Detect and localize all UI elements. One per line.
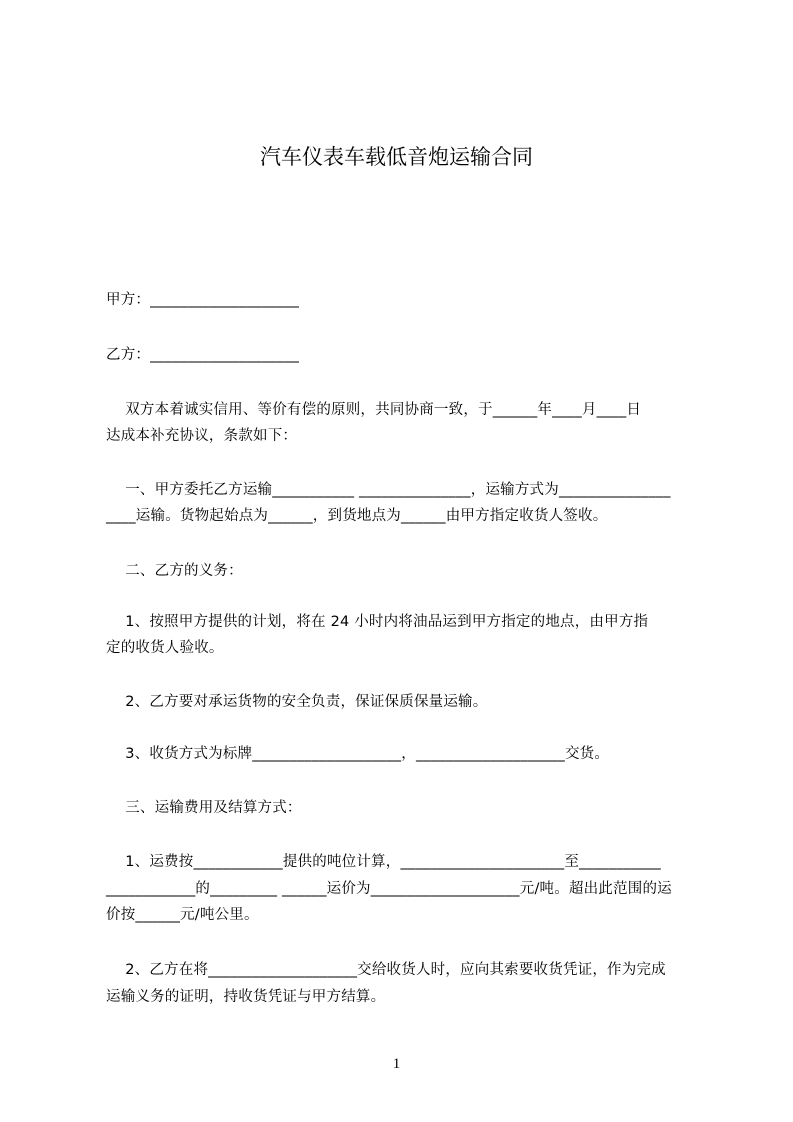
party-a-line: 甲方：____________________ bbox=[106, 292, 300, 308]
section2-heading: 二、乙方的义务： bbox=[106, 563, 243, 579]
clause3-1-line-1: 1、运费按____________提供的吨位计算，______________________至___________ bbox=[106, 854, 662, 870]
page-number: 1 bbox=[392, 1056, 401, 1072]
clause1-line-1: 一、甲方委托乙方运输___________ _______________，运输方式为_______________ bbox=[106, 482, 671, 498]
clause2-1-line-1: 1、按照甲方提供的计划，将在 24 小时内将油品运到甲方指定的地点，由甲方指 bbox=[106, 614, 649, 630]
clause1-line-2: ____运输。货物起始点为______，到货地点为______由甲方指定收货人签收。 bbox=[106, 508, 608, 524]
clause2-1-line-2: 定的收货人验收。 bbox=[106, 640, 224, 656]
page-title: 汽车仪表车载低音炮运输合同 bbox=[260, 145, 533, 169]
clause2-3-line: 3、收货方式为标牌____________________，____________________交货。 bbox=[106, 746, 610, 762]
party-b-line: 乙方：____________________ bbox=[106, 347, 300, 363]
intro-line-1: 双方本着诚实信用、等价有偿的原则，共同协商一致，于______年____月____日 bbox=[106, 402, 642, 418]
clause2-2-line: 2、乙方要对承运货物的安全负责，保证保质保量运输。 bbox=[106, 694, 488, 710]
intro-line-2: 达成本补充协议，条款如下： bbox=[106, 428, 298, 444]
clause3-2-line-2: 运输义务的证明，持收货凭证与甲方结算。 bbox=[106, 989, 386, 1005]
clause3-2-line-1: 2、乙方在将____________________交给收货人时，应向其索要收货凭证，作为完成 bbox=[106, 962, 666, 978]
clause3-1-line-2: ____________的_________ ______运价为____________________元/吨。超出此范围的运 bbox=[106, 881, 672, 897]
section3-heading: 三、运输费用及结算方式： bbox=[106, 800, 302, 816]
clause3-1-line-3: 价按______元/吨公里。 bbox=[106, 907, 259, 923]
